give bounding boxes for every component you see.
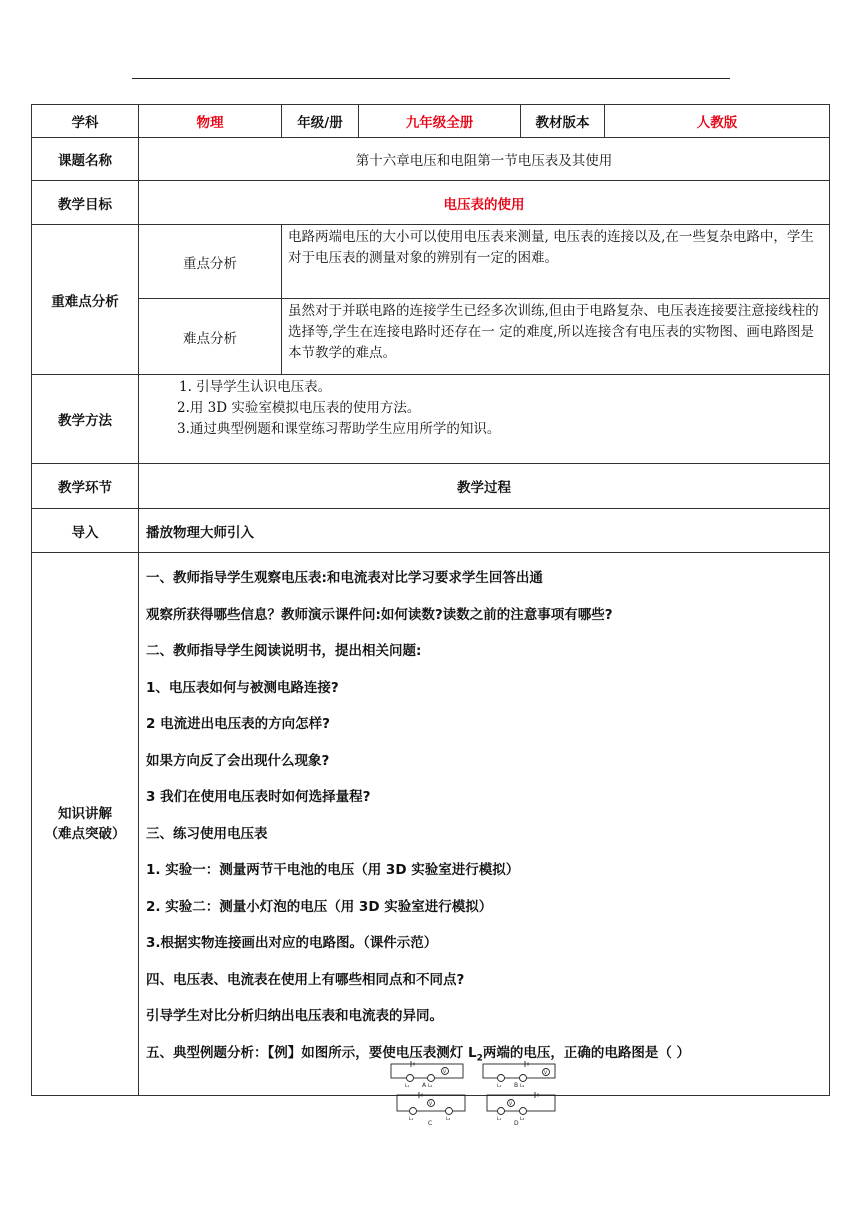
process-row (32, 464, 830, 509)
method-item: 3.通过典型例题和课堂练习帮助学生应用所学的知识。 (177, 421, 501, 437)
example-circuit-figure (383, 1061, 573, 1129)
key-analysis-row (32, 225, 830, 299)
option-d-label: D (514, 1120, 519, 1127)
knowledge-line: 2. 实验二：测量小灯泡的电压（用 3D 实验室进行模拟） (146, 898, 493, 915)
difficult-analysis-cell (282, 299, 830, 375)
methods-row (32, 375, 830, 464)
knowledge-line: 3 我们在使用电压表时如何选择量程? (146, 789, 371, 805)
intro-label: 导入 (32, 509, 139, 553)
example-subscript: 2 (476, 1053, 483, 1064)
lamp1-label-b: L₁ (497, 1084, 502, 1089)
knowledge-label (32, 553, 139, 1096)
knowledge-line: 四、电压表、电流表在使用上有哪些相同点和不同点? (146, 971, 465, 988)
knowledge-label-line2: （难点突破） (44, 826, 126, 842)
analysis-label: 重难点分析 (32, 225, 139, 375)
difficult-analysis-label: 难点分析 (139, 299, 282, 375)
knowledge-line: 一、教师指导学生观察电压表:和电流表对比学习要求学生回答出通 (146, 570, 543, 586)
circuit-a (391, 1061, 463, 1082)
example-prefix: 五、典型例题分析：【例】如图所示，要使电压表测灯 L (146, 1044, 477, 1061)
topic-label: 课题名称 (32, 138, 139, 181)
grade-label: 年级/册 (282, 105, 359, 138)
knowledge-line: 1、电压表如何与被测电路连接? (146, 679, 339, 696)
subject-label: 学科 (32, 105, 139, 138)
methods-cell (139, 375, 830, 464)
methods-label: 教学方法 (32, 375, 139, 464)
option-c-label: C (428, 1120, 433, 1127)
grade-value: 九年级全册 (359, 105, 521, 138)
meter-symbol-c: V (429, 1102, 433, 1107)
knowledge-line: 3.根据实物连接画出对应的电路图。（课件示范） (146, 935, 438, 951)
option-b-label: B (514, 1082, 519, 1089)
example-suffix: 两端的电压，正确的电路图是（ ） (482, 1044, 691, 1061)
knowledge-row (32, 553, 830, 1096)
lesson-plan-table (31, 104, 830, 1096)
knowledge-line: 观察所获得哪些信息？教师演示课件问:如何读数?读数之前的注意事项有哪些? (146, 606, 613, 623)
process-value: 教学过程 (139, 464, 830, 509)
lamp1-label-d: L₁ (497, 1117, 502, 1122)
difficult-analysis-row (32, 299, 830, 375)
intro-value: 播放物理大师引入 (139, 509, 830, 553)
intro-row (32, 509, 830, 553)
knowledge-line: 二、教师指导学生阅读说明书，提出相关问题: (146, 643, 422, 659)
method-item: 1. 引导学生认识电压表。 (179, 379, 332, 395)
knowledge-cell (139, 553, 830, 1096)
lamp2-label-d: L₂ (520, 1117, 525, 1122)
lamp1-label-c: L₁ (409, 1117, 414, 1122)
goal-value: 电压表的使用 (139, 181, 830, 225)
difficult-analysis-text: 虽然对于并联电路的连接学生已经多次训练,但由于电路复杂、电压表连接要注意接线柱的选择等,学生在连接电路时还存在一 定的难度,所以连接含有电压表的实物图、画电路图是本节教学的难点。 (288, 303, 819, 361)
meter-symbol-a: V (443, 1070, 447, 1075)
circuit-d (487, 1092, 555, 1115)
knowledge-line: 引导学生对比分析归纳出电压表和电流表的异同。 (146, 1008, 443, 1024)
lamp1-label-a: L₁ (405, 1084, 410, 1089)
key-analysis-text: 电路两端电压的大小可以使用电压表来测量, 电压表的连接以及,在一些复杂电路中，学生对于电压表的测量对象的辨别有一定的困难。 (288, 229, 814, 266)
topic-row (32, 138, 830, 181)
knowledge-line: 三、练习使用电压表 (146, 825, 268, 842)
lamp2-label-c: L₂ (446, 1117, 451, 1122)
key-analysis-cell (282, 225, 830, 299)
key-analysis-label: 重点分析 (139, 225, 282, 299)
lamp2-label-b: L₂ (520, 1084, 525, 1089)
knowledge-lines (146, 560, 829, 1071)
goal-label: 教学目标 (32, 181, 139, 225)
method-item: 2.用 3D 实验室模拟电压表的使用方法。 (177, 400, 421, 416)
edition-label: 教材版本 (521, 105, 605, 138)
knowledge-line: 2 电流进出电压表的方向怎样? (146, 716, 330, 732)
goal-row (32, 181, 830, 225)
knowledge-line: 如果方向反了会出现什么现象? (146, 752, 330, 769)
meter-symbol-d: V (509, 1102, 513, 1107)
knowledge-line: 1. 实验一：测量两节干电池的电压（用 3D 实验室进行模拟） (146, 862, 520, 878)
meter-symbol-b: V (544, 1071, 548, 1076)
option-a-label: A (422, 1082, 427, 1089)
subject-value: 物理 (139, 105, 282, 138)
lamp2-label-a: L₂ (428, 1084, 433, 1089)
header-rule (132, 78, 730, 79)
topic-value: 第十六章电压和电阻第一节电压表及其使用 (139, 138, 830, 181)
knowledge-label-line1: 知识讲解 (58, 806, 112, 822)
edition-value: 人教版 (605, 105, 830, 138)
process-label: 教学环节 (32, 464, 139, 509)
header-row (32, 105, 830, 138)
